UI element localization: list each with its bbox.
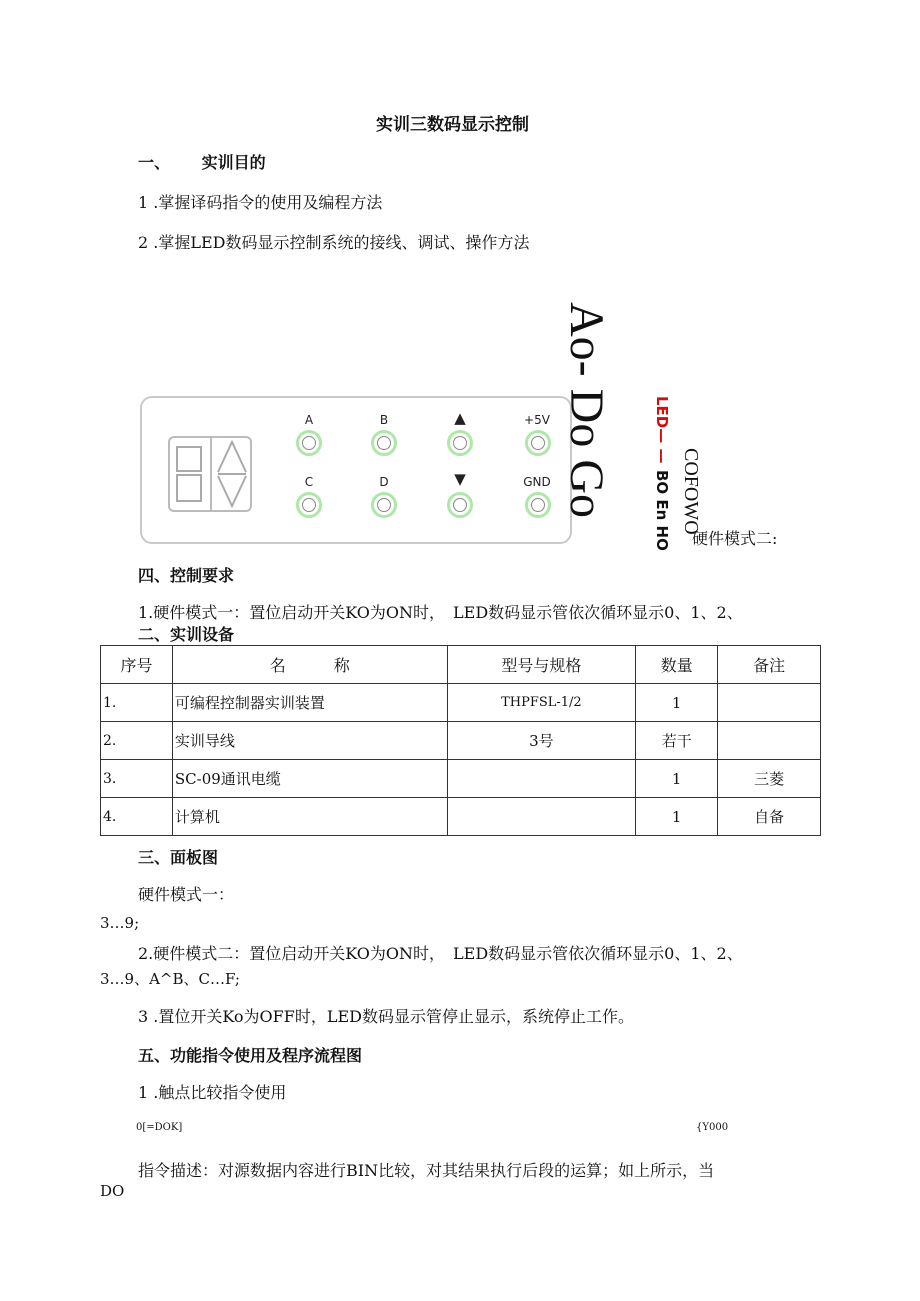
section1-number: 一、	[138, 153, 171, 172]
rotated-ao-do-go: Ao- Do Go	[560, 302, 613, 518]
button-a	[296, 430, 322, 456]
cell-model: THPFSL-1/2	[447, 684, 636, 722]
objective-item-2: 2 .掌握LED数码显示控制系统的接线、调试、操作方法	[138, 233, 530, 252]
cell-model: 3号	[447, 722, 636, 760]
button-label-d: D	[379, 475, 389, 489]
cell-index: 1.	[101, 684, 173, 722]
section3-heading: 三、面板图	[138, 848, 219, 867]
header-name: 名 称	[172, 646, 447, 684]
function-item-1: 1 .触点比较指令使用	[138, 1083, 287, 1102]
cell-remark	[718, 722, 821, 760]
header-index: 序号	[101, 646, 173, 684]
header-model: 型号与规格	[447, 646, 636, 684]
button-label-5v: +5V	[524, 413, 550, 427]
button-label-up: ▲	[454, 409, 466, 427]
cell-remark: 三菱	[718, 760, 821, 798]
cell-name: 实训导线	[172, 722, 447, 760]
button-d	[371, 492, 397, 518]
section1-title: 实训目的	[201, 153, 266, 172]
cell-quantity: 1	[636, 760, 718, 798]
control-requirement-1: 1.硬件模式一：置位启动开关KO为ON时， LED数码显示管依次循环显示0、1、2、	[138, 603, 743, 622]
cell-quantity: 1	[636, 798, 718, 836]
button-c	[296, 492, 322, 518]
cell-name: 可编程控制器实训装置	[172, 684, 447, 722]
header-remark: 备注	[718, 646, 821, 684]
button-label-a: A	[304, 413, 314, 427]
control-requirement-3: 3 .置位开关Ko为OFF时，LED数码显示管停止显示，系统停止工作。	[138, 1007, 634, 1026]
cell-quantity: 1	[636, 684, 718, 722]
cell-quantity: 若干	[636, 722, 718, 760]
rotated-cofowo: COFOWO	[680, 448, 702, 535]
button-5v	[525, 430, 551, 456]
rotated-bo-en-ho: BO En HO	[653, 470, 671, 551]
cell-index: 3.	[101, 760, 173, 798]
equipment-table	[100, 645, 821, 836]
button-label-b: B	[379, 413, 389, 427]
display-divider	[210, 436, 212, 512]
table-row	[101, 722, 821, 760]
cell-model	[447, 798, 636, 836]
button-label-down: ▼	[454, 470, 466, 488]
table-header-row	[101, 646, 821, 684]
segment-digit-top	[176, 446, 202, 472]
cell-name: 计算机	[172, 798, 447, 836]
cell-index: 2.	[101, 722, 173, 760]
instruction-description: 指令描述：对源数据内容进行BIN比较，对其结果执行后段的运算；如上所示，当	[138, 1161, 715, 1180]
continuation-line-2: 3…9、A^B、C…F;	[100, 970, 240, 988]
table-row	[101, 760, 821, 798]
section2-heading: 二、实训设备	[138, 625, 235, 644]
section1-heading	[138, 150, 266, 173]
button-label-gnd: GND	[523, 475, 551, 489]
header-quantity: 数量	[636, 646, 718, 684]
cell-remark	[718, 684, 821, 722]
control-requirement-2: 2.硬件模式二：置位启动开关KO为ON时， LED数码显示管依次循环显示0、1、2、	[138, 944, 743, 963]
section5-heading: 五、功能指令使用及程序流程图	[138, 1046, 363, 1065]
cell-model	[447, 760, 636, 798]
ladder-right-text: {Y000	[696, 1122, 729, 1133]
segment-digit-bottom	[176, 474, 202, 502]
page-title: 实训三数码显示控制	[376, 115, 529, 135]
table-row	[101, 798, 821, 836]
cell-remark: 自备	[718, 798, 821, 836]
cell-name: SC-09通讯电缆	[172, 760, 447, 798]
section4-heading: 四、控制要求	[138, 566, 235, 585]
cell-index: 4.	[101, 798, 173, 836]
button-up	[447, 430, 473, 456]
continuation-line-1: 3…9;	[100, 914, 140, 932]
button-label-c: C	[304, 475, 314, 489]
rotated-led-label: LED— —	[653, 396, 671, 464]
hardware-mode-2-label: 硬件模式二:	[692, 529, 778, 548]
hardware-mode-1-label: 硬件模式一：	[138, 885, 235, 904]
ladder-left-text: 0[=DOK]	[136, 1122, 183, 1133]
button-b	[371, 430, 397, 456]
up-down-arrows-icon	[214, 438, 250, 510]
button-down	[447, 492, 473, 518]
description-continuation: DO	[100, 1182, 125, 1200]
objective-item-1: 1 .掌握译码指令的使用及编程方法	[138, 193, 383, 212]
button-gnd	[525, 492, 551, 518]
table-row	[101, 684, 821, 722]
